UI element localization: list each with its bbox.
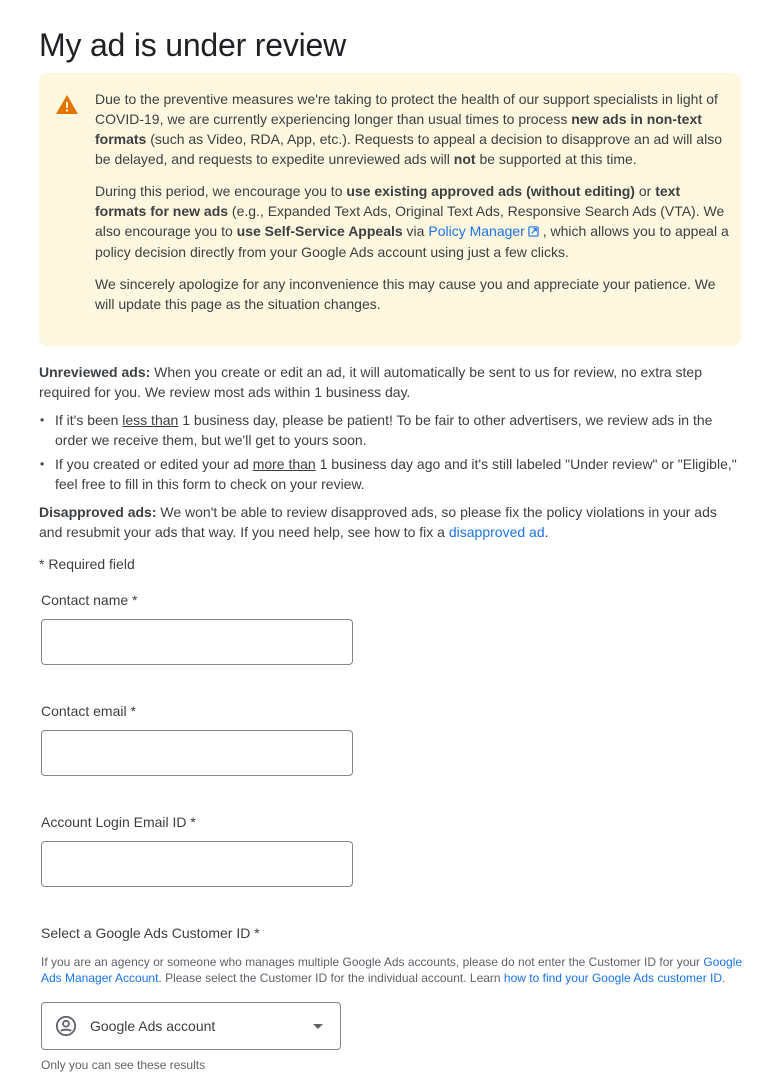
customer-id-field <box>41 923 741 1073</box>
disapproved-ads-paragraph: Disapproved ads: We won't be able to review disapproved ads, so please fix the policy violations in your ads and resubmit your ads that way. If you need help, see how to fix a disapproved ad. <box>39 504 717 540</box>
notice-paragraph-3: We sincerely apologize for any inconvenience this may cause you and appreciate your patience. We will update this page as the situation changes. <box>95 276 716 312</box>
contact-email-label: Contact email * <box>41 703 136 719</box>
contact-email-input[interactable] <box>41 730 353 776</box>
google-ads-manager-account-link[interactable]: Google Ads Manager Account <box>41 955 743 985</box>
account-login-email-label: Account Login Email ID * <box>41 814 196 830</box>
contact-name-label: Contact name * <box>41 592 138 608</box>
covid-notice-banner <box>39 73 741 346</box>
privacy-note: Only you can see these results <box>41 1058 206 1072</box>
google-ads-account-select[interactable] <box>41 1002 341 1050</box>
page-title: My ad is under review <box>39 27 347 63</box>
find-customer-id-link[interactable]: how to find your Google Ads customer ID <box>503 971 723 985</box>
external-link-icon <box>528 222 539 242</box>
list-item: • If you created or edited your ad more than 1 business day ago and it's still labeled "Under review" or "Eligible," feel free to fill in this form to check on your review. <box>39 454 741 494</box>
customer-id-label: Select a Google Ads Customer ID * <box>41 925 260 941</box>
dropdown-caret-icon <box>313 1024 323 1029</box>
select-value: Google Ads account <box>90 1018 216 1034</box>
required-field-note: * Required field <box>39 556 135 572</box>
policy-manager-link[interactable]: Policy Manager <box>428 223 539 239</box>
warning-triangle-icon <box>55 93 79 117</box>
notice-paragraph-1: Due to the preventive measures we're taking to protect the health of our support specialists in light of COVID-19, we are currently experiencing longer than usual times to process new ads in non-text formats (such as Video, RDA, App, etc.). Requests to appeal a decision to disapprove an ad will also be delayed, and requests to expedite unreviewed ads will not be supported at this time. <box>95 91 722 167</box>
account-login-email-field <box>41 812 741 887</box>
unreviewed-ads-paragraph: Unreviewed ads: When you create or edit an ad, it will automatically be sent to us for review, no extra step required for you. We review most ads within 1 business day. <box>39 364 702 400</box>
list-item: • If it's been less than 1 business day, please be patient! To be fair to other advertisers, we review ads in the order we receive them, but we'll get to yours soon. <box>39 410 741 450</box>
contact-name-input[interactable] <box>41 619 353 665</box>
page <box>39 0 741 1073</box>
unreviewed-bullet-list <box>39 410 741 494</box>
contact-name-field <box>41 590 741 665</box>
account-login-email-input[interactable] <box>41 841 353 887</box>
contact-email-field <box>41 701 741 776</box>
account-circle-icon <box>55 1015 77 1037</box>
disapproved-ad-link[interactable]: disapproved ad <box>448 524 545 540</box>
review-form <box>39 590 741 1073</box>
notice-paragraph-2: During this period, we encourage you to use existing approved ads (without editing) or text formats for new ads (e.g., Expanded Text Ads, Original Text Ads, Responsive Search Ads (VTA). We also encourage you to use Self-Service Appeals via Policy Manager , which allows you to appeal a policy decision directly from your Google Ads account using just a few clicks. <box>95 183 729 260</box>
customer-id-helper-text: If you are an agency or someone who manages multiple Google Ads accounts, please do not enter the Customer ID for your Google Ads Manager Account. Please select the Customer ID for the individual account. Learn how to find your Google Ads customer ID. <box>41 955 743 985</box>
info-section <box>39 362 741 574</box>
